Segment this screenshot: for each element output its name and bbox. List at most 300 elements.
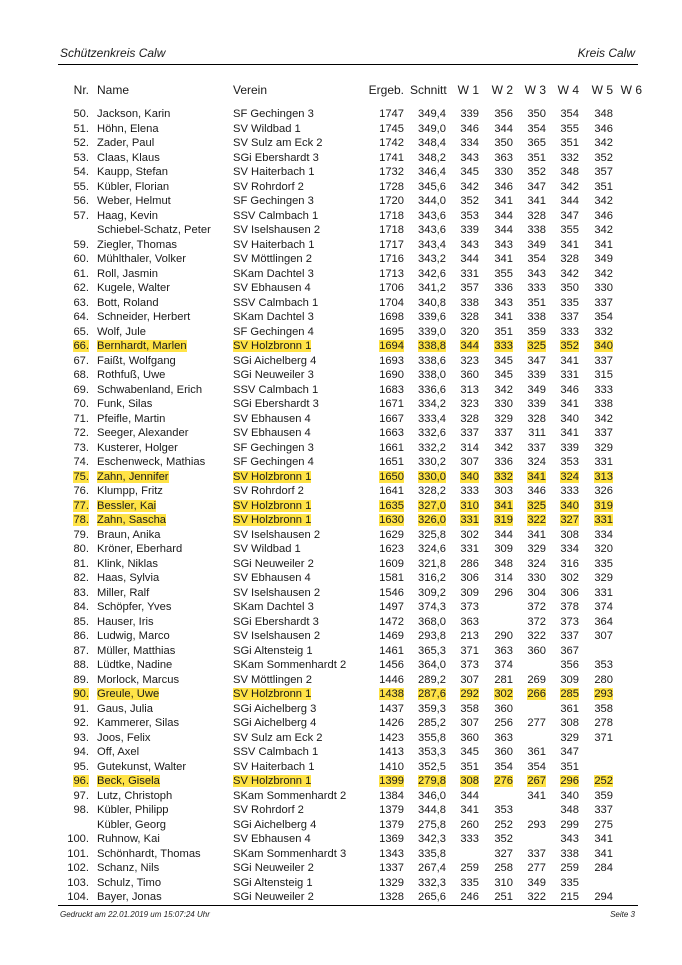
- table-row: [0, 513, 682, 528]
- cell-ergeb: 1741: [379, 151, 404, 164]
- cell-w3: 277: [527, 717, 546, 729]
- highlight-marker: 327,0: [418, 499, 446, 512]
- cell-nr: 83.: [73, 586, 89, 599]
- cell-w3: 337: [527, 847, 546, 860]
- cell-ergeb: 1609: [379, 557, 404, 570]
- cell-name: Schwabenland, Erich: [97, 383, 203, 396]
- column-header-ergeb: Ergeb.: [368, 83, 404, 97]
- cell-w2: 341: [494, 253, 513, 265]
- table-row: [0, 339, 682, 354]
- cell-w4: 343: [560, 833, 579, 845]
- cell-ergeb: 1329: [379, 876, 404, 889]
- cell-name: Höhn, Elena: [97, 122, 159, 135]
- highlight-marker: 266: [527, 688, 546, 700]
- highlight-marker: 292: [460, 688, 479, 700]
- cell-w3: [519, 513, 546, 528]
- cell-w3: 349: [527, 383, 546, 396]
- cell-w5: 342: [594, 267, 613, 280]
- cell-ergeb: [364, 339, 404, 354]
- cell-w3: 324: [527, 456, 546, 468]
- cell-w3: 352: [527, 166, 546, 178]
- cell-ergeb: 1369: [379, 833, 404, 845]
- cell-nr: 95.: [73, 760, 89, 773]
- table-row: [0, 600, 682, 615]
- cell-w5: 341: [594, 847, 613, 860]
- cell-verein: SV Haiterbach 1: [233, 760, 315, 773]
- table-row: [0, 847, 682, 862]
- cell-w2: 356: [494, 108, 513, 120]
- cell-schnitt: 293,8: [418, 630, 446, 642]
- cell-name: Kusterer, Holger: [97, 441, 178, 454]
- cell-ergeb: 1497: [379, 601, 404, 613]
- cell-name: Morlock, Marcus: [97, 673, 180, 686]
- cell-nr: 63.: [73, 296, 89, 309]
- cell-name: [97, 499, 156, 514]
- table-row: [0, 687, 682, 702]
- column-header-nr: Nr.: [73, 83, 89, 97]
- cell-name: Lutz, Christoph: [97, 789, 173, 802]
- cell-w4: 361: [560, 702, 579, 715]
- cell-w1: 373: [460, 601, 479, 613]
- cell-w1: 328: [460, 412, 479, 425]
- cell-ergeb: 1629: [379, 528, 404, 541]
- highlight-marker: 322: [527, 514, 546, 526]
- cell-w2: 363: [494, 644, 513, 657]
- cell-w3: 360: [527, 644, 546, 657]
- cell-nr: [62, 339, 89, 354]
- cell-name: Weber, Helmut: [97, 195, 171, 207]
- cell-w3: 338: [527, 224, 546, 236]
- cell-name: Haas, Sylvia: [97, 572, 160, 584]
- highlight-marker: 326,0: [418, 514, 446, 526]
- cell-w1: 307: [460, 717, 479, 729]
- cell-verein: SGi Aichelberg 4: [233, 818, 317, 831]
- cell-w5: 333: [594, 383, 613, 396]
- cell-w3: 338: [527, 311, 546, 323]
- table-row: [0, 644, 682, 659]
- cell-ergeb: [364, 687, 404, 702]
- table-row: [0, 180, 682, 195]
- cell-schnitt: 343,4: [418, 238, 446, 251]
- cell-w3: 347: [527, 180, 546, 193]
- table-row: [0, 731, 682, 746]
- cell-name: Kaupp, Stefan: [97, 166, 168, 178]
- cell-nr: 81.: [73, 557, 89, 570]
- cell-ergeb: 1717: [379, 238, 404, 251]
- table-row: [0, 354, 682, 369]
- cell-verein: SV Iselshausen 2: [233, 528, 321, 541]
- cell-nr: 87.: [73, 644, 89, 657]
- cell-nr: 54.: [73, 166, 89, 178]
- highlight-marker: 352: [560, 340, 579, 352]
- cell-w2: [485, 470, 513, 485]
- cell-w5: 329: [594, 441, 613, 454]
- cell-nr: [62, 687, 89, 702]
- cell-w1: 306: [460, 572, 479, 584]
- footer-rule: [58, 905, 638, 906]
- cell-ergeb: 1343: [379, 847, 404, 860]
- cell-w3: 365: [527, 137, 546, 149]
- cell-w1: [452, 339, 479, 354]
- column-header-row: [0, 83, 682, 97]
- cell-nr: 65.: [73, 325, 89, 338]
- table-row: [0, 702, 682, 717]
- cell-w2: [485, 774, 513, 789]
- cell-name: Miller, Ralf: [97, 586, 150, 599]
- cell-verein: SGi Ebershardt 3: [233, 615, 319, 628]
- column-header-verein: Verein: [233, 83, 268, 97]
- cell-w1: 343: [460, 238, 479, 251]
- cell-schnitt: 265,6: [418, 891, 446, 903]
- table-row: [0, 615, 682, 630]
- cell-verein: [233, 513, 311, 528]
- highlight-marker: 66.: [73, 340, 89, 352]
- cell-w1: 338: [460, 296, 479, 309]
- highlight-marker: 340: [460, 470, 479, 483]
- cell-w1: 345: [460, 166, 479, 178]
- table-row: [0, 658, 682, 673]
- highlight-marker: 340: [560, 499, 579, 512]
- cell-w4: 334: [560, 543, 579, 555]
- cell-w4: 373: [560, 615, 579, 628]
- cell-w4: 346: [560, 383, 579, 396]
- cell-w1: 286: [460, 557, 479, 570]
- cell-ergeb: 1426: [379, 717, 404, 729]
- cell-w2: 344: [494, 224, 513, 236]
- cell-w5: 352: [594, 151, 613, 164]
- cell-verein: SF Gechingen 3: [233, 441, 314, 454]
- table-row: [0, 151, 682, 166]
- cell-w5: 332: [594, 325, 613, 338]
- cell-w5: 315: [594, 369, 613, 381]
- cell-w1: 341: [460, 804, 479, 816]
- cell-nr: 69.: [73, 383, 89, 396]
- cell-ergeb: 1379: [379, 804, 404, 816]
- table-row: [0, 716, 682, 731]
- cell-w3: 337: [527, 441, 546, 454]
- table-row: [0, 310, 682, 325]
- cell-w2: 327: [494, 847, 513, 860]
- cell-nr: 88.: [73, 659, 89, 671]
- cell-w2: 309: [494, 543, 513, 555]
- cell-w1: 335: [460, 876, 479, 889]
- table-row: [0, 441, 682, 456]
- cell-nr: 91.: [73, 702, 89, 715]
- column-header-w1: W 1: [457, 83, 479, 97]
- cell-w1: [452, 774, 479, 789]
- cell-w4: 350: [560, 282, 579, 294]
- cell-w4: 335: [560, 296, 579, 309]
- cell-schnitt: 355,8: [418, 731, 446, 744]
- cell-w4: 340: [560, 789, 579, 802]
- cell-nr: [62, 513, 89, 528]
- cell-ergeb: 1706: [379, 282, 404, 294]
- highlight-marker: 302: [494, 688, 513, 700]
- cell-w2: 296: [494, 586, 513, 599]
- cell-schnitt: 335,8: [418, 847, 446, 860]
- cell-w3: 339: [527, 369, 546, 381]
- cell-w5: 329: [594, 572, 613, 584]
- table-row: [0, 107, 682, 122]
- cell-name: Roll, Jasmin: [97, 267, 158, 280]
- cell-w1: 309: [460, 586, 479, 599]
- cell-w3: 347: [527, 354, 546, 367]
- cell-w5: 337: [594, 354, 613, 367]
- cell-nr: 73.: [73, 441, 89, 454]
- table-row: [0, 209, 682, 224]
- cell-w4: 328: [560, 253, 579, 265]
- cell-name: Wolf, Jule: [97, 325, 146, 338]
- cell-name: Zader, Paul: [97, 137, 155, 149]
- cell-w1: 313: [460, 383, 479, 396]
- cell-w4: 299: [560, 818, 579, 831]
- cell-w3: 322: [527, 891, 546, 903]
- cell-ergeb: 1713: [379, 267, 404, 280]
- cell-verein: SV Haiterbach 1: [233, 238, 315, 251]
- cell-w5: 346: [594, 209, 613, 222]
- cell-nr: 86.: [73, 630, 89, 642]
- cell-verein: SV Rohrdorf 2: [233, 485, 304, 497]
- cell-w4: 367: [560, 644, 579, 657]
- cell-nr: 71.: [73, 412, 89, 425]
- cell-nr: 61.: [73, 267, 89, 280]
- cell-ergeb: 1461: [379, 644, 404, 657]
- table-row: [0, 876, 682, 891]
- cell-nr: 55.: [73, 180, 89, 193]
- cell-w4: 347: [560, 209, 579, 222]
- cell-schnitt: 339,0: [418, 325, 446, 338]
- cell-name: Kübler, Florian: [97, 180, 170, 193]
- cell-w4: 348: [560, 166, 579, 178]
- cell-verein: SV Wildbad 1: [233, 543, 301, 555]
- cell-name: Pfeifle, Martin: [97, 412, 166, 425]
- cell-w1: 323: [460, 398, 479, 410]
- cell-w1: [452, 470, 479, 485]
- cell-schnitt: 339,6: [418, 311, 446, 323]
- cell-ergeb: 1413: [379, 746, 404, 758]
- cell-nr: 98.: [73, 804, 89, 816]
- highlight-marker: 333: [494, 340, 513, 352]
- cell-schnitt: 333,4: [418, 412, 446, 425]
- cell-nr: 59.: [73, 238, 89, 251]
- cell-name: Claas, Klaus: [97, 151, 160, 164]
- cell-w1: 302: [460, 528, 479, 541]
- cell-verein: SKam Dachtel 3: [233, 267, 314, 280]
- cell-nr: [62, 774, 89, 789]
- cell-w5: 278: [594, 717, 613, 729]
- column-header-w5: W 5: [591, 83, 613, 97]
- highlight-marker: 285: [560, 688, 579, 700]
- header-rule: [58, 64, 638, 65]
- cell-w4: 333: [560, 325, 579, 338]
- cell-w2: 351: [494, 325, 513, 338]
- cell-ergeb: 1410: [379, 760, 404, 773]
- cell-ergeb: 1437: [379, 702, 404, 715]
- cell-w1: 339: [460, 108, 479, 120]
- cell-name: [97, 470, 169, 485]
- cell-schnitt: 332,6: [418, 427, 446, 439]
- cell-w3: 341: [527, 789, 546, 802]
- table-row: [0, 368, 682, 383]
- highlight-marker: 310: [460, 499, 479, 512]
- cell-w5: 331: [594, 456, 613, 468]
- cell-w3: 354: [527, 253, 546, 265]
- table-row: [0, 760, 682, 775]
- highlight-marker: Zahn, Sascha: [97, 514, 167, 526]
- cell-ergeb: 1623: [379, 543, 404, 555]
- cell-w4: 215: [560, 891, 579, 903]
- highlight-marker: 338,8: [418, 340, 446, 352]
- cell-nr: 67.: [73, 354, 89, 367]
- cell-nr: 50.: [73, 108, 89, 120]
- cell-schnitt: 348,2: [418, 151, 446, 164]
- cell-w2: 343: [494, 238, 513, 251]
- cell-ergeb: 1745: [379, 122, 404, 135]
- cell-w3: 322: [527, 630, 546, 642]
- cell-verein: SSV Calmbach 1: [233, 746, 319, 758]
- cell-w4: 340: [560, 412, 579, 425]
- cell-schnitt: [410, 339, 446, 354]
- cell-schnitt: 285,2: [418, 717, 446, 729]
- cell-verein: SF Gechingen 4: [233, 456, 314, 468]
- cell-w4: 351: [560, 760, 579, 773]
- cell-w5: 359: [594, 789, 613, 802]
- cell-schnitt: [410, 687, 446, 702]
- cell-w5: 338: [594, 398, 613, 410]
- cell-w5: 351: [594, 180, 613, 193]
- highlight-marker: SV Holzbronn 1: [233, 514, 312, 526]
- cell-name: Kübler, Philipp: [97, 804, 169, 816]
- highlight-marker: 331: [594, 514, 613, 526]
- cell-nr: [62, 470, 89, 485]
- cell-w4: 341: [560, 238, 579, 251]
- cell-w3: 339: [527, 398, 546, 410]
- cell-w5: 307: [594, 630, 613, 642]
- cell-w4: 308: [560, 717, 579, 729]
- table-row: [0, 223, 682, 238]
- cell-verein: [233, 339, 311, 354]
- cell-verein: SV Rohrdorf 2: [233, 804, 304, 816]
- cell-w4: 355: [560, 122, 579, 135]
- highlight-marker: 1635: [379, 499, 404, 512]
- cell-ergeb: 1337: [379, 862, 404, 874]
- highlight-marker: 77.: [73, 499, 89, 512]
- cell-verein: SKam Sommenhardt 3: [233, 847, 347, 860]
- cell-w2: 337: [494, 427, 513, 439]
- cell-ergeb: 1456: [379, 659, 404, 671]
- cell-w1: [452, 499, 479, 514]
- table-row: [0, 629, 682, 644]
- cell-schnitt: 289,2: [418, 673, 446, 686]
- cell-nr: 104.: [67, 891, 89, 903]
- table-row: [0, 383, 682, 398]
- cell-verein: SV Möttlingen 2: [233, 673, 312, 686]
- highlight-marker: 96.: [73, 775, 89, 787]
- table-row: [0, 426, 682, 441]
- cell-name: Jackson, Karin: [97, 108, 171, 120]
- highlight-marker: 344: [460, 340, 479, 352]
- cell-verein: SGi Altensteig 1: [233, 644, 313, 657]
- cell-w4: 337: [560, 311, 579, 323]
- cell-schnitt: 328,2: [418, 485, 446, 497]
- highlight-marker: 1399: [379, 775, 404, 787]
- cell-name: Eschenweck, Mathias: [97, 456, 206, 468]
- cell-w1: 357: [460, 282, 479, 294]
- highlight-marker: 1630: [379, 514, 404, 526]
- cell-w5: 348: [594, 108, 613, 120]
- cell-w1: 352: [460, 195, 479, 207]
- cell-verein: SV Ebhausen 4: [233, 833, 311, 845]
- cell-schnitt: 338,6: [418, 354, 446, 367]
- cell-w3: 329: [527, 543, 546, 555]
- cell-w5: 337: [594, 804, 613, 816]
- cell-nr: 94.: [73, 746, 89, 758]
- cell-w1: 213: [460, 630, 479, 642]
- cell-w4: 339: [560, 441, 579, 454]
- cell-ergeb: [364, 499, 404, 514]
- highlight-marker: SV Holzbronn 1: [233, 340, 312, 352]
- cell-w4: 302: [560, 572, 579, 584]
- cell-verein: SGi Ebershardt 3: [233, 151, 319, 164]
- cell-ergeb: 1651: [379, 456, 404, 468]
- cell-nr: 70.: [73, 398, 89, 410]
- cell-w4: 306: [560, 586, 579, 599]
- cell-ergeb: 1641: [379, 485, 404, 497]
- cell-w2: 346: [494, 180, 513, 193]
- cell-w2: 363: [494, 731, 513, 744]
- cell-w3: [519, 339, 546, 354]
- cell-verein: SV Sulz am Eck 2: [233, 731, 323, 744]
- cell-w3: 311: [528, 427, 546, 439]
- cell-w1: 344: [460, 253, 479, 265]
- column-header-w2: W 2: [491, 83, 513, 97]
- cell-nr: 84.: [73, 601, 89, 613]
- cell-w2: 374: [494, 659, 513, 671]
- cell-w5: 335: [594, 557, 613, 570]
- cell-w5: 342: [594, 195, 613, 207]
- cell-name: Faißt, Wolfgang: [97, 354, 176, 367]
- cell-w2: [485, 513, 513, 528]
- cell-w3: 328: [527, 412, 546, 425]
- cell-verein: SSV Calmbach 1: [233, 296, 319, 309]
- cell-schnitt: 353,3: [418, 746, 446, 758]
- cell-name: Schneider, Herbert: [97, 311, 191, 323]
- cell-w4: 344: [560, 195, 579, 207]
- cell-verein: SV Sulz am Eck 2: [233, 137, 323, 149]
- cell-w1: 371: [460, 644, 479, 657]
- cell-schnitt: 309,2: [418, 586, 446, 599]
- cell-ergeb: 1667: [379, 412, 404, 425]
- cell-verein: SKam Dachtel 3: [233, 311, 314, 323]
- cell-w1: 314: [460, 441, 479, 454]
- highlight-marker: Beck, Gisela: [97, 775, 160, 787]
- cell-w4: 356: [560, 659, 579, 671]
- cell-schnitt: 346,4: [418, 166, 446, 178]
- cell-verein: SKam Sommenhardt 2: [233, 789, 347, 802]
- cell-ergeb: 1384: [379, 789, 404, 802]
- cell-w2: 360: [494, 702, 513, 715]
- cell-verein: SKam Sommenhardt 2: [233, 659, 347, 671]
- cell-name: Müller, Matthias: [97, 644, 176, 657]
- cell-name: Kübler, Georg: [97, 818, 167, 831]
- cell-schnitt: 374,3: [418, 601, 446, 613]
- cell-w3: [519, 499, 546, 514]
- cell-w5: 337: [594, 296, 613, 309]
- highlight-marker: Zahn, Jennifer: [97, 470, 169, 483]
- table-row: [0, 571, 682, 586]
- cell-schnitt: 368,0: [418, 615, 446, 628]
- cell-w3: 330: [527, 572, 546, 584]
